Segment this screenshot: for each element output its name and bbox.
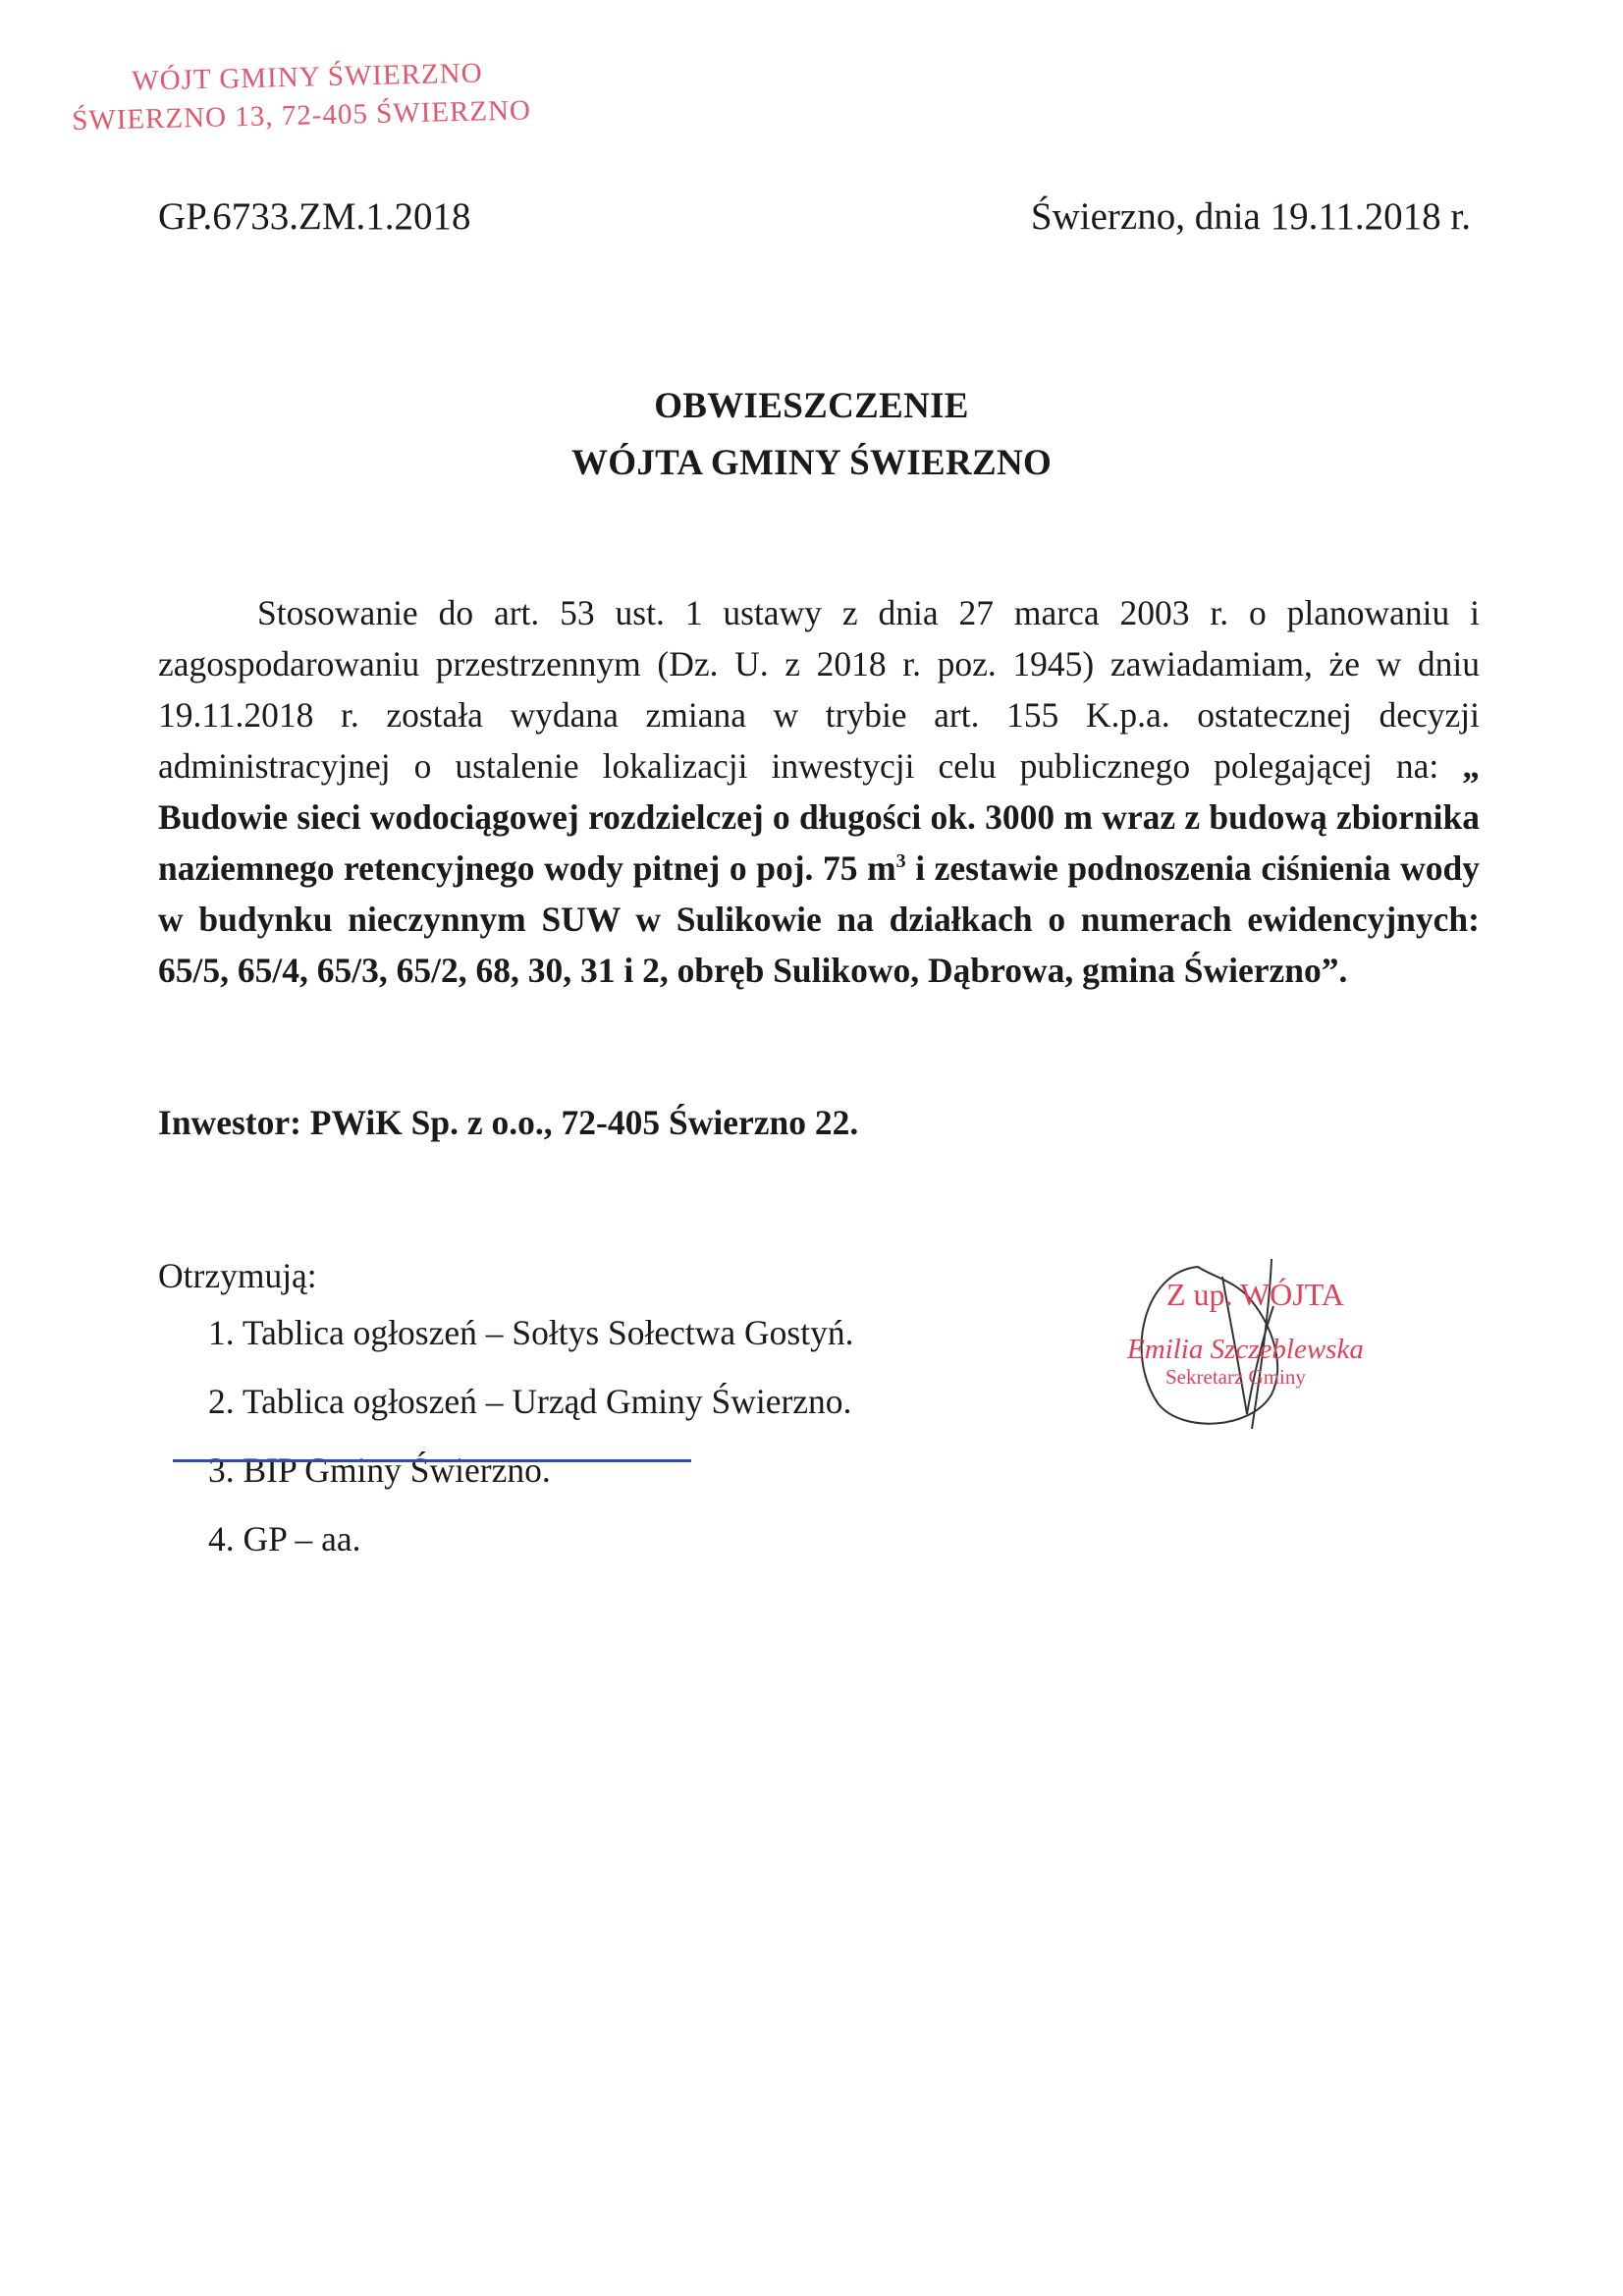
document-reference: GP.6733.ZM.1.2018 (158, 195, 471, 238)
announcement-body (158, 587, 1480, 996)
cubic-superscript: 3 (895, 850, 906, 873)
recipient-item: 4. GP – aa. (208, 1519, 361, 1558)
recipients-heading: Otrzymują: (158, 1256, 317, 1295)
signature-authority: Z up. WÓJTA (1166, 1277, 1344, 1312)
investment-subject-part-1: „ Budowie sieci wodociągowej rozdzielczej o długości ok. 3000 m wraz z budową zbiornika naziemnego retencyjnego wody pitnej o poj. 75 m (158, 746, 1480, 888)
announcement-intro: Stosowanie do art. 53 ust. 1 ustawy z dnia 27 marca 2003 r. o planowaniu i zagospodarowaniu przestrzennym (Dz. U. z 2018 r. poz. 1945) zawiadamiam, że w dniu 19.11.2018 r. została wydana zmiana w trybie art. 155 K.p.a. ostatecznej decyzji administracyjnej o ustalenie lokalizacji inwestycji celu publicznego polegającej na: (158, 593, 1480, 786)
signature-block (1105, 1247, 1419, 1444)
document-subtitle: WÓJTA GMINY ŚWIERZNO (570, 443, 1053, 483)
signatory-role: Sekretarz Gminy (1165, 1365, 1306, 1389)
announcement-paragraph (158, 587, 1480, 996)
signatory-name: Emilia Szczeblewska (1127, 1334, 1364, 1365)
document-title: OBWIESZCZENIE (654, 386, 969, 426)
recipients-list (208, 1308, 853, 1583)
office-stamp (71, 56, 531, 137)
recipient-item: 1. Tablica ogłoszeń – Sołtys Sołectwa Gostyń. (208, 1313, 854, 1352)
investor-line: Inwestor: PWiK Sp. z o.o., 72-405 Świerzno 22. (158, 1103, 859, 1142)
recipient-item: 2. Tablica ogłoszeń – Urząd Gminy Świerzno. (208, 1382, 852, 1421)
recipient-item: 3. BIP Gminy Świerzno. (208, 1450, 551, 1490)
stamp-line-2: ŚWIERZNO 13, 72-405 ŚWIERZNO (71, 94, 532, 137)
investment-subject-part-2: i zestawie podnoszenia ciśnienia wody w budynku nieczynnym SUW w Sulikowie na działkach o numerach ewidencyjnych: 65/5, 65/4, 65/3, 65/2, 68, 30, 31 i 2, obręb Sulikowo, Dąbrowa, gmina Świerzno”. (158, 848, 1480, 990)
stamp-line-1: WÓJT GMINY ŚWIERZNO (131, 57, 483, 97)
place-and-date: Świerzno, dnia 19.11.2018 r. (1030, 195, 1471, 238)
handwritten-underline (173, 1459, 691, 1462)
